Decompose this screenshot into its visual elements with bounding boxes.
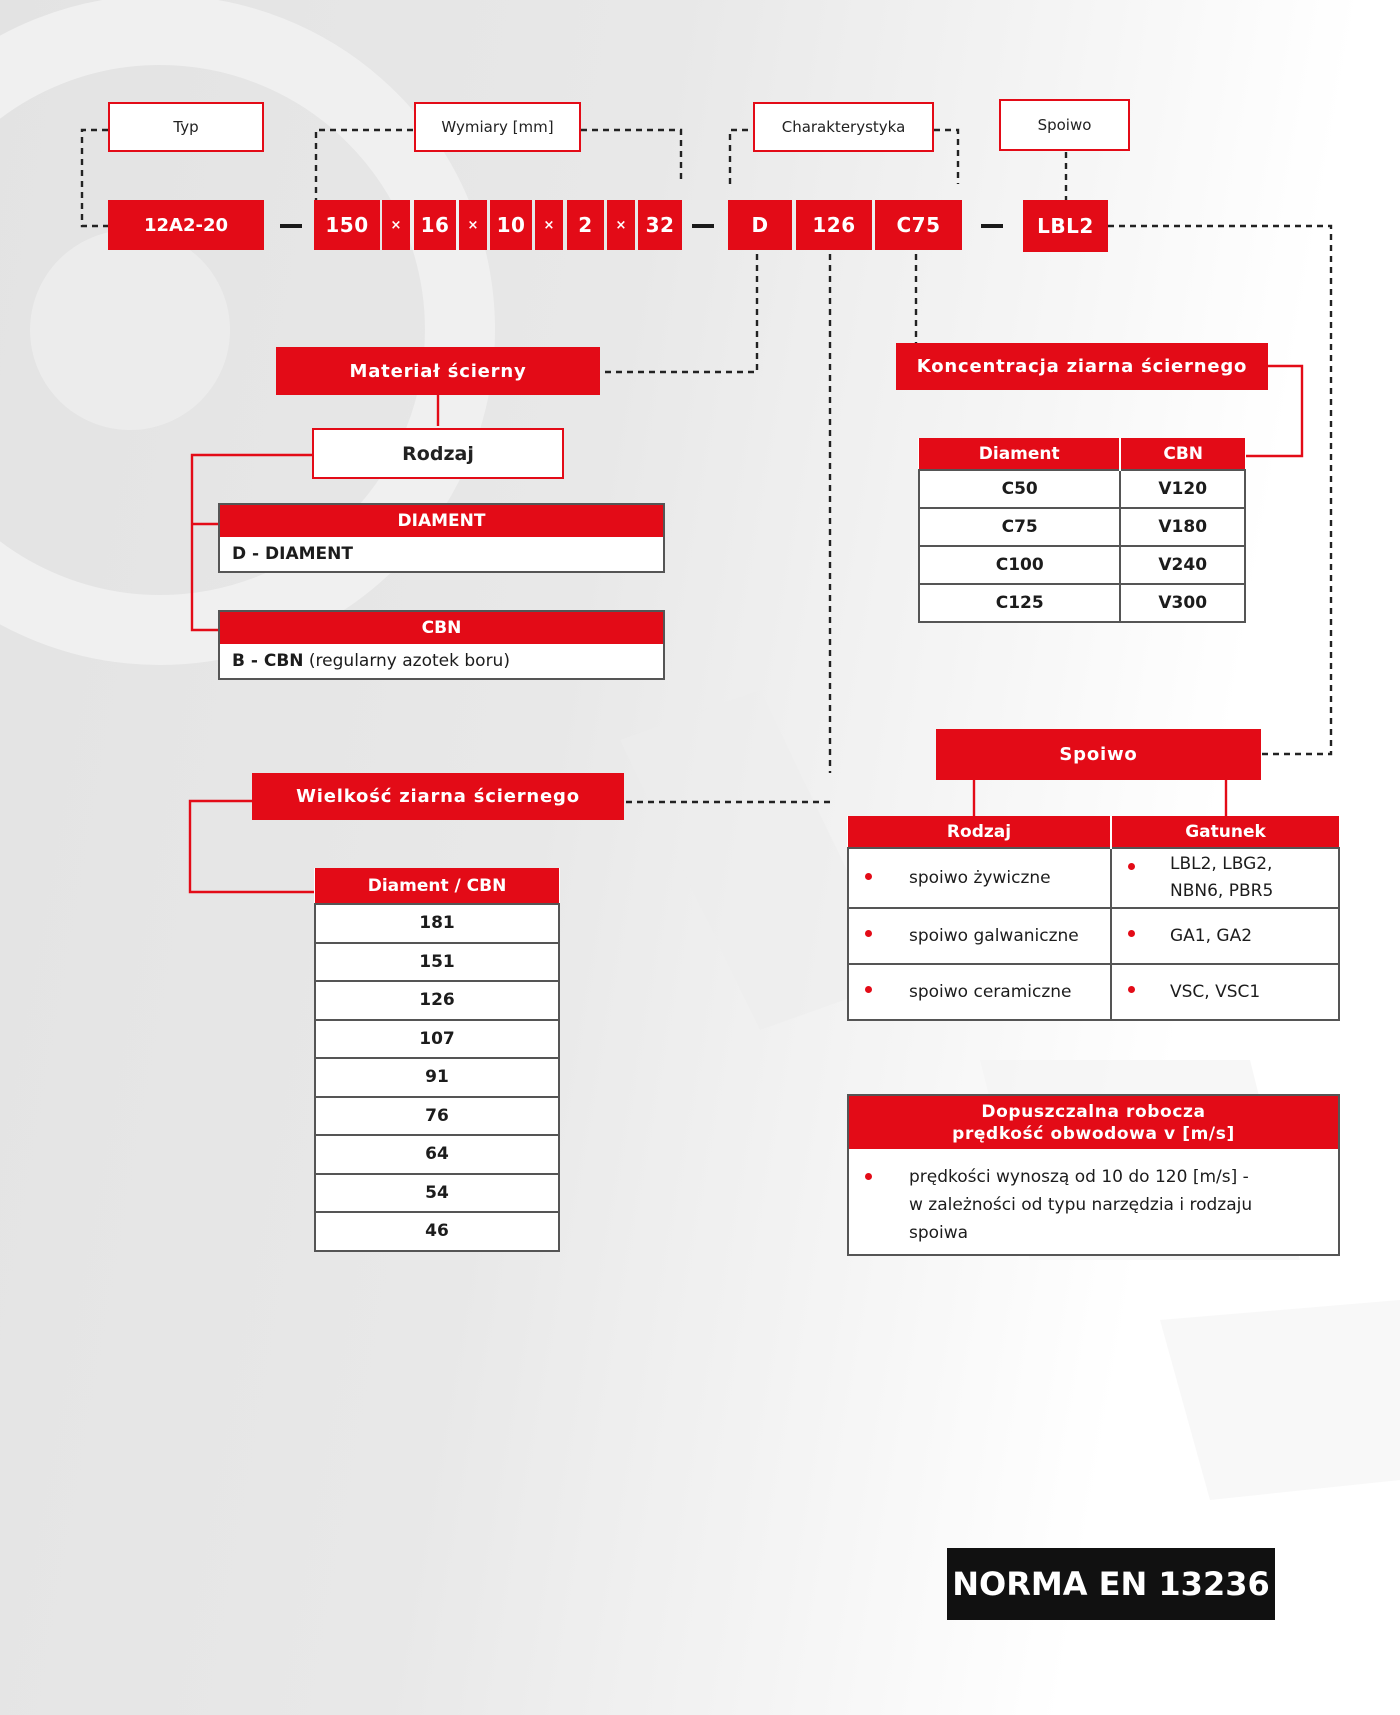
- concentration-cell: V180: [1120, 508, 1245, 546]
- grain-table: [314, 868, 560, 1252]
- bond-type-text: spoiwo ceramiczne: [909, 982, 1072, 1002]
- code-dim-10: 10: [490, 200, 532, 250]
- code-abrasive: D: [728, 200, 792, 250]
- grain-cell: 151: [315, 943, 559, 982]
- cbn-desc: (regularny azotek boru): [303, 651, 510, 671]
- bullet-icon: [1128, 930, 1135, 937]
- speed-title-line: prędkość obwodowa v [m/s]: [952, 1123, 1235, 1144]
- times-sign: ×: [607, 200, 635, 250]
- grain-cell: 91: [315, 1058, 559, 1097]
- bond-grade-text: NBN6, PBR5: [1170, 881, 1274, 901]
- bond-col-gatunek: Gatunek: [1111, 816, 1339, 848]
- concentration-cell: V240: [1120, 546, 1245, 584]
- concentration-cell: C75: [919, 508, 1120, 546]
- code-grit: 126: [796, 200, 872, 250]
- concentration-cell: C100: [919, 546, 1120, 584]
- speed-text: [849, 1149, 1338, 1247]
- grain-cell: 107: [315, 1020, 559, 1059]
- cbn-code: B - CBN: [232, 651, 304, 671]
- label-charakterystyka: Charakterystyka: [753, 102, 934, 152]
- concentration-cell: C125: [919, 584, 1120, 622]
- label-typ: Typ: [108, 102, 264, 152]
- concentration-table: [918, 438, 1246, 623]
- code-dim-150: 150: [314, 200, 380, 250]
- bond-type-cell: [848, 848, 1111, 908]
- grain-title: Wielkość ziarna ściernego: [252, 773, 624, 820]
- concentration-title: Koncentracja ziarna ściernego: [896, 343, 1268, 390]
- speed-box: [847, 1094, 1340, 1256]
- norma-badge: NORMA EN 13236: [947, 1548, 1275, 1620]
- separator-dash: [280, 224, 302, 228]
- bond-grade-text: VSC, VSC1: [1170, 982, 1261, 1002]
- speed-title: [849, 1096, 1338, 1149]
- concentration-cell: V120: [1120, 470, 1245, 508]
- label-wymiary: Wymiary [mm]: [414, 102, 581, 152]
- bullet-icon: [865, 873, 872, 880]
- bond-grade-text: GA1, GA2: [1170, 926, 1253, 946]
- bullet-icon: [1128, 863, 1135, 870]
- code-concentration: C75: [875, 200, 962, 250]
- times-sign: ×: [535, 200, 563, 250]
- speed-text-line: w zależności od typu narzędzia i rodzaju: [909, 1195, 1253, 1215]
- separator-dash: [981, 224, 1003, 228]
- bullet-icon: [1128, 986, 1135, 993]
- grain-header: Diament / CBN: [315, 868, 559, 904]
- bullet-icon: [865, 930, 872, 937]
- grain-cell: 46: [315, 1212, 559, 1251]
- bullet-icon: [865, 1173, 872, 1180]
- concentration-col-cbn: CBN: [1120, 438, 1245, 470]
- separator-dash: [692, 224, 714, 228]
- grain-cell: 64: [315, 1135, 559, 1174]
- material-cbn-box: [218, 610, 665, 680]
- code-dim-2: 2: [567, 200, 604, 250]
- concentration-col-diament: Diament: [919, 438, 1120, 470]
- grain-cell: 76: [315, 1097, 559, 1136]
- bond-type-text: spoiwo żywiczne: [909, 868, 1051, 888]
- bond-title: Spoiwo: [936, 729, 1261, 780]
- bond-type-cell: [848, 964, 1111, 1020]
- bullet-icon: [865, 986, 872, 993]
- bond-type-text: spoiwo galwaniczne: [909, 926, 1079, 946]
- bond-col-rodzaj: Rodzaj: [848, 816, 1111, 848]
- speed-title-line: Dopuszczalna robocza: [981, 1101, 1206, 1122]
- bond-type-cell: [848, 908, 1111, 964]
- cbn-header: CBN: [220, 612, 663, 644]
- bond-grade-text: LBL2, LBG2,: [1170, 854, 1273, 874]
- grain-cell: 181: [315, 904, 559, 943]
- speed-text-line: spoiwa: [909, 1223, 969, 1243]
- diament-header: DIAMENT: [220, 505, 663, 537]
- code-dim-32: 32: [638, 200, 682, 250]
- grain-cell: 54: [315, 1174, 559, 1213]
- speed-text-line: prędkości wynoszą od 10 do 120 [m/s] -: [909, 1167, 1249, 1187]
- cbn-line: [220, 644, 663, 678]
- concentration-cell: V300: [1120, 584, 1245, 622]
- times-sign: ×: [459, 200, 487, 250]
- material-title: Materiał ścierny: [276, 347, 600, 395]
- material-diament-box: [218, 503, 665, 573]
- times-sign: ×: [382, 200, 410, 250]
- material-rodzaj: Rodzaj: [312, 428, 564, 479]
- grain-cell: 126: [315, 981, 559, 1020]
- code-bond: LBL2: [1023, 200, 1108, 252]
- bond-grade-cell: [1111, 964, 1339, 1020]
- concentration-cell: C50: [919, 470, 1120, 508]
- code-dim-16: 16: [414, 200, 456, 250]
- bond-table: [847, 816, 1340, 1021]
- bond-grade-cell: [1111, 908, 1339, 964]
- label-spoiwo: Spoiwo: [999, 99, 1130, 151]
- bond-grade-cell: [1111, 848, 1339, 908]
- code-typ: 12A2-20: [108, 200, 264, 250]
- diament-code: D - DIAMENT: [232, 544, 353, 564]
